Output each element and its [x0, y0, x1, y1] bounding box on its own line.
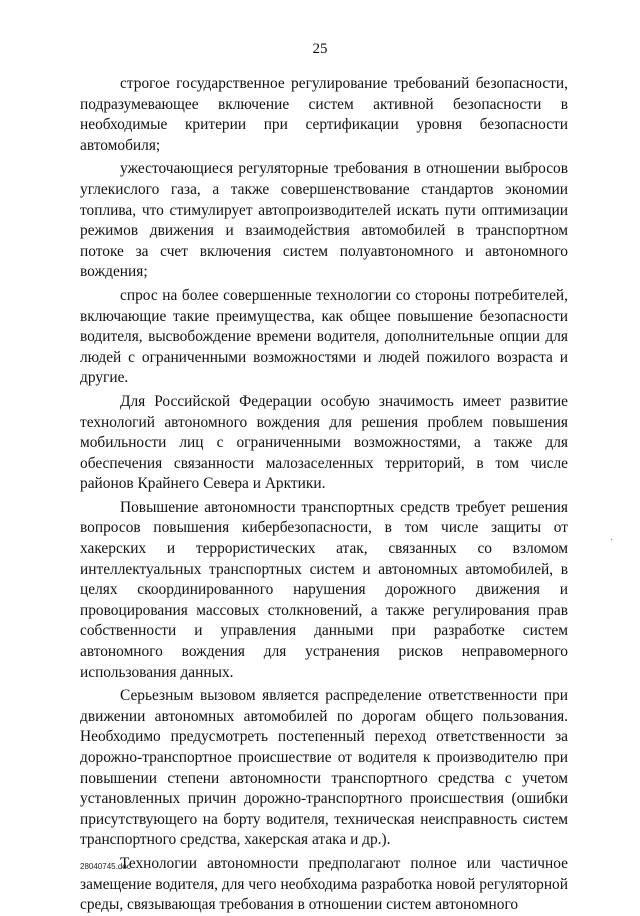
margin-mark: · — [610, 535, 614, 546]
paragraph-emission-requirements: ужесточающиеся регуляторные требования в отношении выбросов углекислого газа, а также совершенствование стандартов экономии топлива, что стимулирует автопроизводителей искать пути оптимизации режимов движения и взаимодействия автомобилей в транспортном потоке за счет включения систем полуавтономного и автономного вождения; — [80, 160, 568, 281]
paragraph-cybersecurity: Повышение автономности транспортных средств требует решения вопросов повышения кибербезопасности, в том числе защиты от хакерских и террористических атак, связанных со взломом интеллектуальных транспортных систем и автономных автомобилей, в целях скоординированного нарушения дорожного движения и провоцирования массовых столкновений, а также регулирования прав собственности и управления данными при разработке систем автономного вождения для устранения рисков неправомерного использования данных. — [80, 498, 568, 681]
paragraph-liability: Серьезным вызовом является распределение ответственности при движении автономных автомобилей по дорогам общего пользования. Необходимо предусмотреть постепенный переход ответственности за дорожно-транспортное происшествие от водителя к производителю при повышении степени автономности транспортного средства с учетом установленных причин дорожно-транспортного происшествия (ошибки присутствующего на борту водителя, техническая неисправность систем транспортного средства, хакерская атака и др.). — [80, 687, 568, 849]
paragraph-autonomy-technologies: Технологии автономности предполагают полное или частичное замещение водителя, для чего необходима разработка новой регуляторной среды, связывающая требования в отношении систем автономного — [80, 854, 568, 914]
page-number: 25 — [312, 41, 328, 57]
paragraph-russian-federation: Для Российской Федерации особую значимость имеет развитие технологий автономного вождения для решения проблем повышения мобильности лиц с ограниченными возможностями, а также для обеспечения связанности малозаселенных территорий, в том числе районов Крайнего Севера и Арктики. — [80, 392, 568, 493]
paragraph-safety-regulation: строгое государственное регулирование требований безопасности, подразумевающее включение систем активной безопасности в необходимые критерии при сертификации уровня безопасности автомобиля; — [80, 75, 568, 154]
footer-filename: 28040745.doc — [80, 862, 131, 871]
document-body — [80, 74, 568, 916]
paragraph-consumer-demand: спрос на более совершенные технологии со стороны потребителей, включающие такие преимущества, как общее повышение безопасности водителя, высвобождение времени водителя, дополнительные опции для людей с ограниченными возможностями и людей пожилого возраста и другие. — [80, 286, 568, 387]
